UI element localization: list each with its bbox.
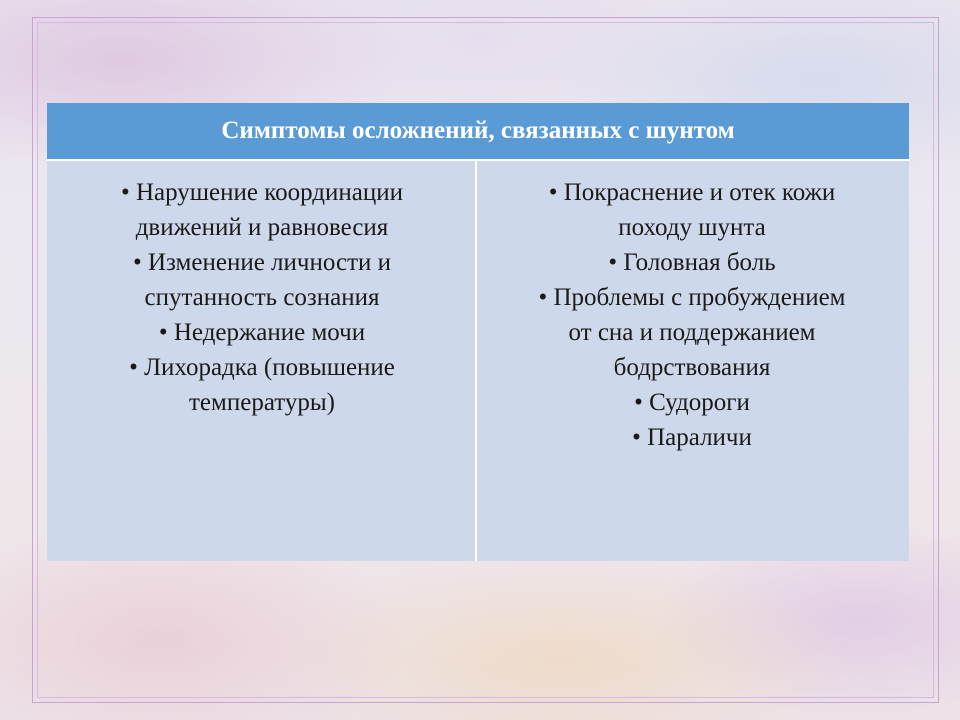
- table-header: [47, 103, 909, 161]
- right-line: • Покраснение и отек кожи: [548, 179, 836, 206]
- right-column-cell: [477, 161, 909, 561]
- symptoms-table: [47, 103, 909, 561]
- left-line: движений и равновесия: [135, 214, 389, 241]
- right-line: • Головная боль: [608, 249, 776, 276]
- left-line: температуры): [189, 389, 335, 416]
- left-line: • Недержание мочи: [158, 319, 366, 346]
- right-line: бодрствования: [613, 354, 771, 381]
- right-line: походу шунта: [618, 214, 766, 241]
- right-line: • Судороги: [634, 389, 750, 416]
- left-line: • Нарушение координации: [120, 179, 404, 206]
- left-line: • Изменение личности и: [132, 249, 392, 276]
- table-body: [47, 161, 909, 561]
- table-header-text: Симптомы осложнений, связанных с шунтом: [221, 117, 735, 144]
- left-line: спутанность сознания: [144, 284, 380, 311]
- left-line: • Лихорадка (повышение: [129, 354, 395, 381]
- left-column-cell: [47, 161, 477, 561]
- right-line: • Проблемы с пробуждением: [538, 284, 846, 311]
- right-line: от сна и поддержанием: [568, 319, 816, 346]
- right-line: • Параличи: [632, 424, 752, 451]
